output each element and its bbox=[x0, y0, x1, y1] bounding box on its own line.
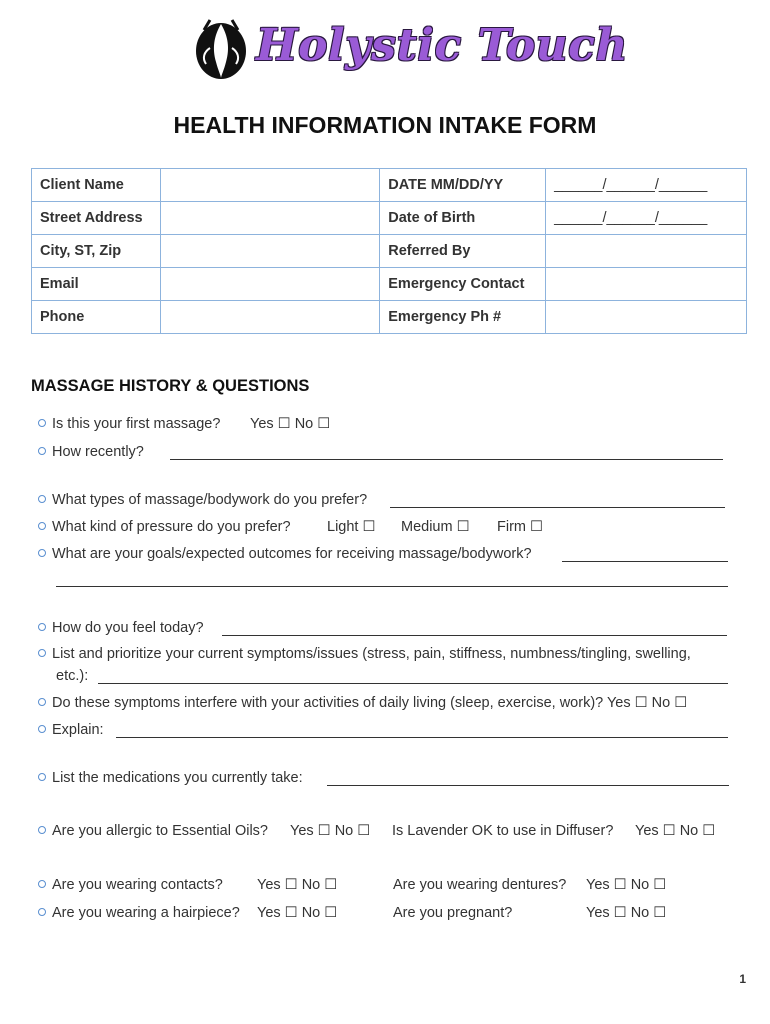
bullet-icon bbox=[38, 549, 46, 557]
form-title: HEALTH INFORMATION INTAKE FORM bbox=[173, 112, 597, 138]
bullet-icon bbox=[38, 725, 46, 733]
client-info-table bbox=[31, 168, 747, 334]
question-text: List and prioritize your current symptoms/issues (stress, pain, stiffness, numbness/tingling, swelling, bbox=[52, 646, 691, 662]
label-referred-by: Referred By bbox=[380, 235, 546, 268]
bullet-icon bbox=[38, 649, 46, 657]
phone-field[interactable] bbox=[160, 301, 379, 334]
label-email: Email bbox=[32, 268, 161, 301]
label-emergency-phone: Emergency Ph # bbox=[380, 301, 546, 334]
client-name-field[interactable] bbox=[160, 169, 379, 202]
question-types bbox=[38, 492, 367, 508]
bullet-icon bbox=[38, 522, 46, 530]
question-text: How recently? bbox=[52, 444, 144, 460]
logo-emblem-icon bbox=[190, 18, 252, 80]
section-title: MASSAGE HISTORY & QUESTIONS bbox=[31, 377, 310, 395]
brand-name: Holystic Touch bbox=[256, 20, 628, 71]
question-text: What kind of pressure do you prefer? bbox=[52, 519, 291, 535]
question-hairpiece bbox=[38, 905, 240, 921]
explain-line[interactable] bbox=[116, 737, 728, 738]
question-interfere[interactable] bbox=[38, 695, 687, 711]
dentures-options[interactable]: Yes ☐ No ☐ bbox=[586, 877, 667, 893]
question-lavender: Is Lavender OK to use in Diffuser? bbox=[392, 823, 614, 839]
logo bbox=[190, 16, 628, 82]
question-contacts bbox=[38, 877, 223, 893]
table-row bbox=[32, 202, 747, 235]
date-field[interactable]: ______/______/______ bbox=[546, 169, 747, 202]
question-dentures: Are you wearing dentures? bbox=[393, 877, 567, 893]
question-text: Do these symptoms interfere with your activities of daily living (sleep, exercise, work)? Yes ☐ No ☐ bbox=[52, 695, 688, 711]
label-emergency-contact: Emergency Contact bbox=[380, 268, 546, 301]
bullet-icon bbox=[38, 623, 46, 631]
pressure-firm-option[interactable]: Firm ☐ bbox=[497, 519, 544, 535]
question-text: Are you allergic to Essential Oils? bbox=[52, 823, 268, 839]
allergic-options[interactable]: Yes ☐ No ☐ bbox=[290, 823, 371, 839]
question-text: What are your goals/expected outcomes for receiving massage/bodywork? bbox=[52, 546, 532, 562]
bullet-icon bbox=[38, 495, 46, 503]
table-row bbox=[32, 235, 747, 268]
types-line[interactable] bbox=[390, 507, 725, 508]
referred-by-field[interactable] bbox=[546, 235, 747, 268]
medications-line[interactable] bbox=[327, 785, 729, 786]
hairpiece-options[interactable]: Yes ☐ No ☐ bbox=[257, 905, 338, 921]
label-city-st-zip: City, ST, Zip bbox=[32, 235, 161, 268]
question-medications bbox=[38, 770, 303, 786]
lavender-options[interactable]: Yes ☐ No ☐ bbox=[635, 823, 716, 839]
bullet-icon bbox=[38, 908, 46, 916]
table-row bbox=[32, 169, 747, 202]
bullet-icon bbox=[38, 826, 46, 834]
question-first-massage bbox=[38, 416, 220, 432]
pregnant-options[interactable]: Yes ☐ No ☐ bbox=[586, 905, 667, 921]
question-explain bbox=[38, 722, 104, 738]
question-feel-today bbox=[38, 620, 204, 636]
date-of-birth-field[interactable]: ______/______/______ bbox=[546, 202, 747, 235]
table-row bbox=[32, 268, 747, 301]
symptoms-line[interactable] bbox=[98, 683, 728, 684]
question-text: Are you wearing contacts? bbox=[52, 877, 223, 893]
question-allergic bbox=[38, 823, 268, 839]
label-phone: Phone bbox=[32, 301, 161, 334]
pressure-medium-option[interactable]: Medium ☐ bbox=[401, 519, 470, 535]
question-how-recently bbox=[38, 444, 144, 460]
question-text: List the medications you currently take: bbox=[52, 770, 303, 786]
how-recently-line[interactable] bbox=[170, 459, 723, 460]
bullet-icon bbox=[38, 773, 46, 781]
question-text: Explain: bbox=[52, 722, 104, 738]
question-text: Is this your first massage? bbox=[52, 416, 221, 432]
first-massage-options[interactable]: Yes ☐ No ☐ bbox=[250, 416, 331, 432]
feel-today-line[interactable] bbox=[222, 635, 727, 636]
goals-line[interactable] bbox=[562, 561, 728, 562]
question-pressure bbox=[38, 519, 291, 535]
bullet-icon bbox=[38, 419, 46, 427]
label-date-of-birth: Date of Birth bbox=[380, 202, 546, 235]
contacts-options[interactable]: Yes ☐ No ☐ bbox=[257, 877, 338, 893]
question-text: How do you feel today? bbox=[52, 620, 204, 636]
bullet-icon bbox=[38, 447, 46, 455]
bullet-icon bbox=[38, 880, 46, 888]
page-number: 1 bbox=[739, 972, 746, 986]
goals-line-2[interactable] bbox=[56, 586, 728, 587]
question-pregnant: Are you pregnant? bbox=[393, 905, 513, 921]
email-field[interactable] bbox=[160, 268, 379, 301]
table-row bbox=[32, 301, 747, 334]
emergency-contact-field[interactable] bbox=[546, 268, 747, 301]
question-text: What types of massage/bodywork do you prefer? bbox=[52, 492, 368, 508]
label-date: DATE MM/DD/YY bbox=[380, 169, 546, 202]
question-symptoms bbox=[38, 646, 691, 662]
label-client-name: Client Name bbox=[32, 169, 161, 202]
question-goals bbox=[38, 546, 532, 562]
city-st-zip-field[interactable] bbox=[160, 235, 379, 268]
emergency-phone-field[interactable] bbox=[546, 301, 747, 334]
label-street-address: Street Address bbox=[32, 202, 161, 235]
question-symptoms-cont: etc.): bbox=[56, 668, 89, 684]
question-text: Are you wearing a hairpiece? bbox=[52, 905, 240, 921]
pressure-light-option[interactable]: Light ☐ bbox=[327, 519, 376, 535]
bullet-icon bbox=[38, 698, 46, 706]
street-address-field[interactable] bbox=[160, 202, 379, 235]
